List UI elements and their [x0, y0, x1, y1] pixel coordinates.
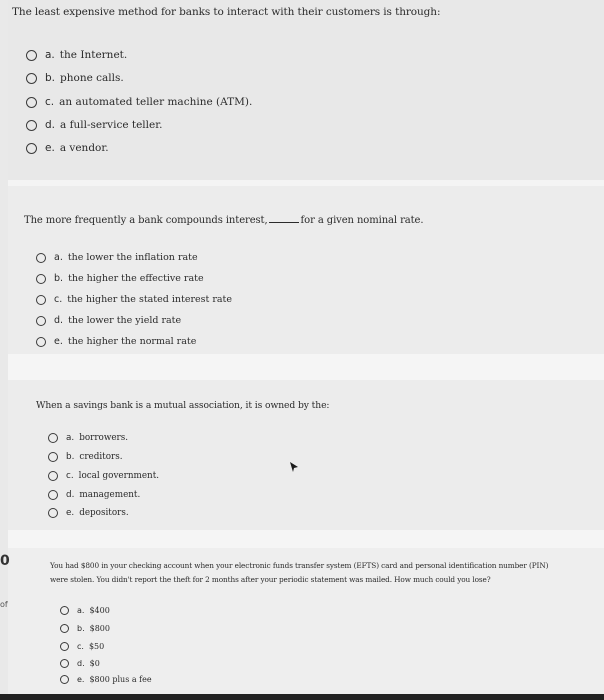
- radio-button[interactable]: [48, 471, 58, 481]
- option-text: the higher the effective rate: [68, 273, 204, 284]
- option-letter: e.: [45, 142, 55, 154]
- radio-button[interactable]: [48, 452, 58, 462]
- radio-button[interactable]: [36, 274, 46, 284]
- option-text: the lower the yield rate: [68, 315, 182, 326]
- option-letter: c.: [66, 471, 74, 481]
- option-letter: a.: [45, 49, 55, 61]
- option-3d[interactable]: [48, 490, 140, 500]
- radio-button[interactable]: [26, 97, 37, 108]
- option-1e[interactable]: [26, 142, 109, 154]
- radio-button[interactable]: [60, 606, 69, 615]
- option-text: the higher the normal rate: [67, 336, 197, 347]
- option-letter: e.: [77, 675, 85, 684]
- option-1a[interactable]: [26, 49, 127, 61]
- option-4c[interactable]: [60, 642, 104, 651]
- radio-button[interactable]: [48, 433, 58, 443]
- option-3e[interactable]: [48, 508, 129, 518]
- radio-button[interactable]: [48, 490, 58, 500]
- option-text: management.: [79, 490, 141, 500]
- radio-button[interactable]: [48, 508, 58, 518]
- option-2b[interactable]: [36, 273, 204, 284]
- option-letter: e.: [66, 508, 75, 518]
- option-text: the Internet.: [59, 49, 128, 61]
- option-text: a full-service teller.: [60, 119, 163, 131]
- option-2e[interactable]: [36, 336, 196, 347]
- option-letter: d.: [54, 315, 64, 326]
- bottom-bar: [0, 694, 604, 700]
- option-text: a vendor.: [59, 142, 109, 154]
- option-text: an automated teller machine (ATM).: [59, 96, 253, 108]
- option-1c[interactable]: [26, 96, 252, 108]
- question-4-stem-line-1: You had $800 in your checking account when your electronic funds transfer system (EFTS) card and personal identification number (PIN): [50, 561, 549, 570]
- question-2-stem-start: The more frequently a bank compounds interest,: [24, 215, 268, 226]
- radio-button[interactable]: [26, 73, 37, 84]
- radio-button[interactable]: [60, 642, 69, 651]
- option-text: $800: [89, 624, 110, 633]
- question-4-stem-line-2: were stolen. You didn't report the theft for 2 months after your periodic statement was mailed. How much could you lose?: [50, 575, 491, 584]
- question-3-stem: When a savings bank is a mutual association, it is owned by the:: [36, 400, 330, 411]
- option-letter: b.: [45, 72, 56, 84]
- radio-button[interactable]: [60, 624, 69, 633]
- divider: [8, 530, 604, 548]
- option-letter: a.: [66, 433, 75, 443]
- radio-button[interactable]: [60, 675, 69, 684]
- option-text: borrowers.: [79, 433, 129, 443]
- question-2-stem: [24, 214, 423, 226]
- option-letter: a.: [54, 252, 63, 263]
- question-2-stem-end: for a given nominal rate.: [300, 215, 424, 226]
- question-4: [8, 548, 604, 696]
- option-text: depositors.: [79, 508, 129, 518]
- option-text: $800 plus a fee: [89, 675, 152, 684]
- option-text: $0: [89, 659, 100, 668]
- option-text: the higher the stated interest rate: [67, 294, 232, 305]
- option-text: local government.: [78, 471, 160, 481]
- option-letter: b.: [54, 273, 64, 284]
- option-2d[interactable]: [36, 315, 181, 326]
- radio-button[interactable]: [60, 659, 69, 668]
- option-4a[interactable]: [60, 606, 110, 615]
- option-text: the lower the inflation rate: [67, 252, 198, 263]
- mouse-cursor-icon: [289, 461, 299, 473]
- option-letter: d.: [77, 659, 85, 668]
- side-label: of: [0, 600, 8, 609]
- question-1: [8, 0, 604, 180]
- option-letter: c.: [77, 642, 84, 651]
- option-3a[interactable]: [48, 433, 128, 443]
- option-text: creditors.: [79, 452, 123, 462]
- option-1d[interactable]: [26, 119, 162, 131]
- option-4d[interactable]: [60, 659, 100, 668]
- option-4e[interactable]: [60, 675, 152, 684]
- option-letter: d.: [45, 119, 56, 131]
- question-3: [8, 380, 604, 530]
- option-4b[interactable]: [60, 624, 110, 633]
- option-letter: b.: [66, 452, 75, 462]
- question-1-stem: The least expensive method for banks to interact with their customers is through:: [12, 6, 441, 18]
- option-2a[interactable]: [36, 252, 198, 263]
- option-text: $400: [89, 606, 110, 615]
- divider: [8, 354, 604, 380]
- option-2c[interactable]: [36, 294, 232, 305]
- fill-blank: [269, 214, 299, 223]
- radio-button[interactable]: [36, 337, 46, 347]
- option-letter: a.: [77, 606, 85, 615]
- radio-button[interactable]: [36, 253, 46, 263]
- option-letter: b.: [77, 624, 85, 633]
- radio-button[interactable]: [36, 316, 46, 326]
- option-3c[interactable]: [48, 471, 159, 481]
- side-number: 0: [0, 553, 10, 569]
- radio-button[interactable]: [26, 143, 37, 154]
- option-3b[interactable]: [48, 452, 123, 462]
- option-text: phone calls.: [60, 72, 124, 84]
- option-letter: e.: [54, 336, 63, 347]
- option-letter: c.: [45, 96, 55, 108]
- radio-button[interactable]: [26, 50, 37, 61]
- option-letter: d.: [66, 490, 75, 500]
- option-1b[interactable]: [26, 72, 124, 84]
- radio-button[interactable]: [26, 120, 37, 131]
- option-text: $50: [88, 642, 105, 651]
- question-2: [8, 186, 604, 354]
- option-letter: c.: [54, 294, 63, 305]
- radio-button[interactable]: [36, 295, 46, 305]
